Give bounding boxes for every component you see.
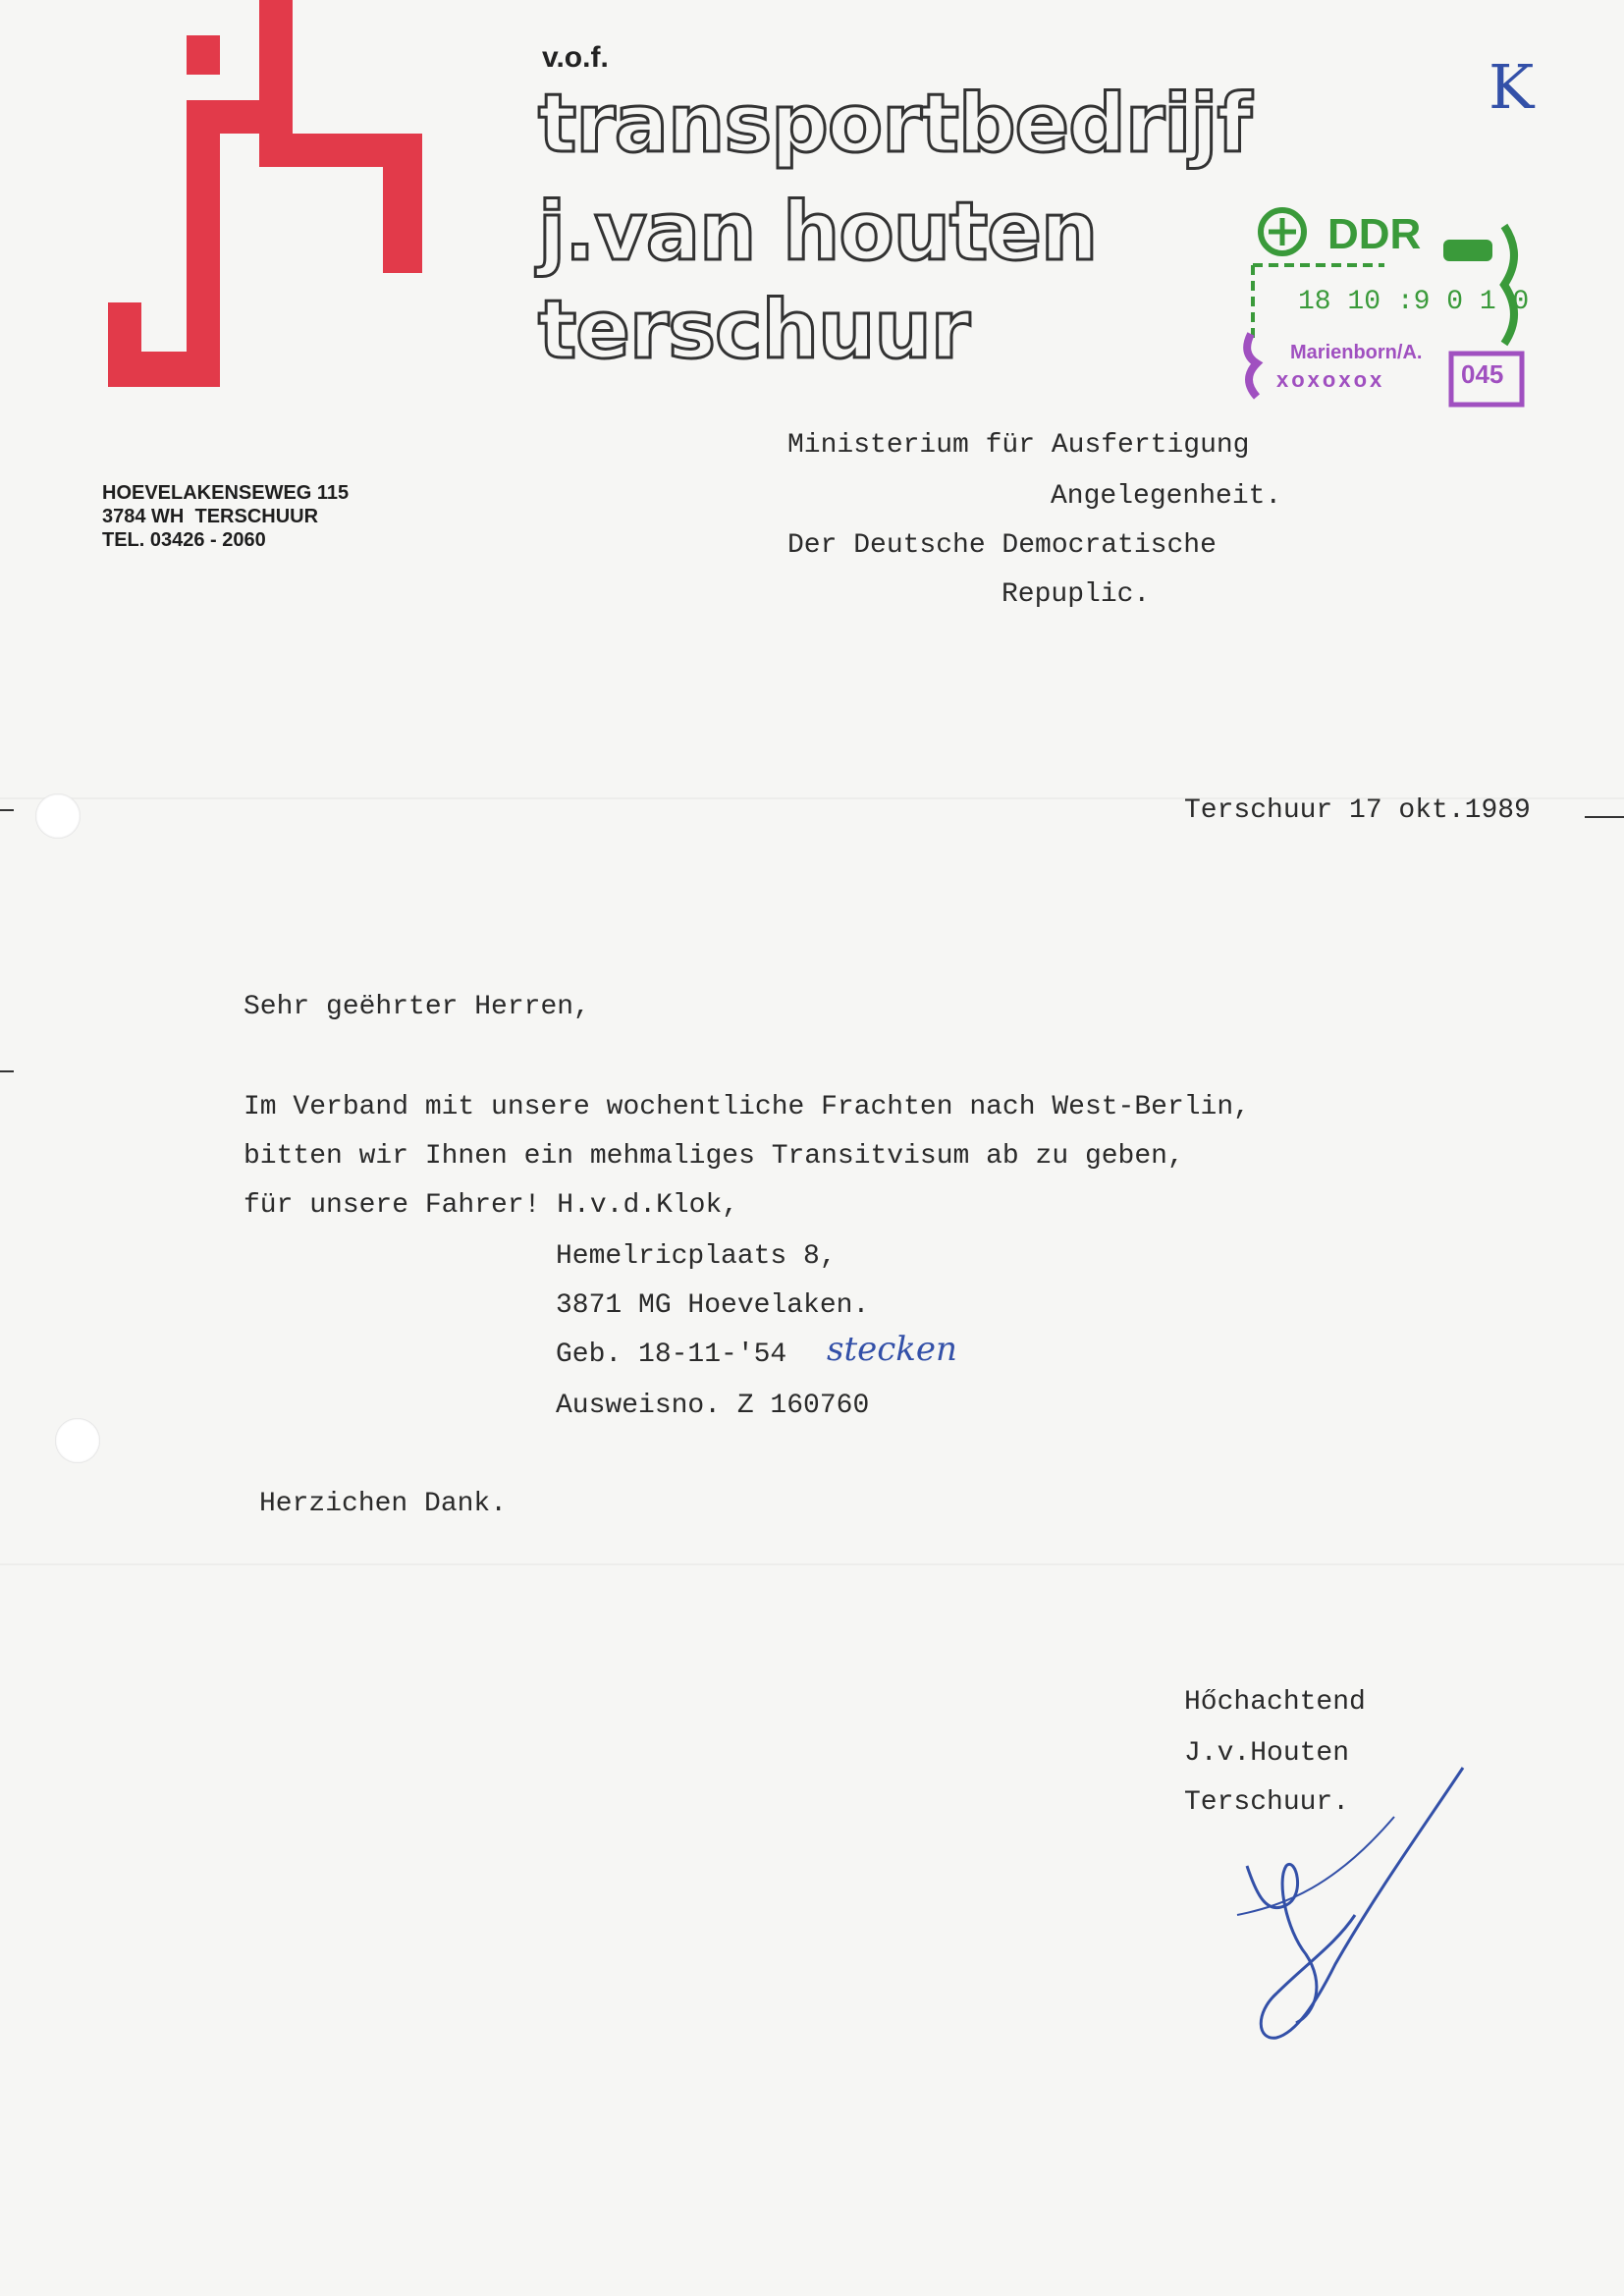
closing-line3: Terschuur. [1184, 1787, 1350, 1818]
stamp-place: Marienborn/A. [1290, 342, 1423, 363]
recipient-line3: Der Deutsche Democratische [787, 530, 1217, 561]
salutation: Sehr geëhrter Herren, [244, 992, 590, 1022]
ddr-entry-stamp [1237, 196, 1542, 422]
recipient-line1: Ministerium für Ausfertigung [787, 430, 1250, 461]
body-line3: für unsere Fahrer! H.v.d.Klok, [244, 1190, 739, 1221]
letter-date: Terschuur 17 okt.1989 [1184, 795, 1531, 826]
body-line1: Im Verband mit unsere wochentliche Frachten nach West-Berlin, [244, 1092, 1250, 1122]
driver-city: 3871 MG Hoevelaken. [556, 1290, 870, 1321]
company-title-line2: j.van houten [538, 186, 1098, 279]
signature [1227, 1758, 1483, 2052]
recipient-line4: Repuplic. [1001, 579, 1151, 610]
stamp-number: 045 [1461, 359, 1504, 389]
company-address [102, 481, 349, 552]
address-phone: TEL. 03426 - 2060 [102, 529, 266, 551]
fold-line-lower [0, 1563, 1624, 1565]
address-street: HOEVELAKENSEWEG 115 [102, 482, 350, 504]
margin-tick-left-lower [0, 1070, 14, 1072]
address-city: 3784 WH TERSCHUUR [102, 506, 319, 527]
punch-hole-lower [55, 1418, 100, 1463]
driver-birth-handwritten-note: stecken [827, 1330, 957, 1369]
company-logo [106, 0, 426, 388]
handwritten-mark: K [1489, 51, 1535, 123]
company-title-line1: transportbedrijf [538, 78, 1252, 171]
stamp-pattern: xoxoxox [1276, 367, 1385, 392]
closing-line2: J.v.Houten [1184, 1738, 1350, 1769]
stamp-country: DDR [1327, 210, 1422, 258]
closing-line1: Hőchachtend [1184, 1687, 1366, 1718]
thanks-line: Herzichen Dank. [259, 1489, 508, 1519]
margin-tick-left-upper [0, 809, 14, 811]
driver-birth: Geb. 18-11-'54 [556, 1339, 787, 1370]
stamp-date: 18 10 :9 0 1 0 [1298, 287, 1530, 317]
margin-tick-right [1585, 816, 1624, 818]
company-title-line3: terschuur [538, 284, 970, 377]
body-line2: bitten wir Ihnen ein mehmaliges Transitvisum ab zu geben, [244, 1141, 1184, 1172]
driver-street: Hemelricplaats 8, [556, 1241, 837, 1272]
recipient-line2: Angelegenheit. [1051, 481, 1282, 512]
legal-form: v.o.f. [542, 41, 609, 74]
punch-hole-upper [35, 793, 81, 839]
driver-id: Ausweisno. Z 160760 [556, 1391, 870, 1421]
